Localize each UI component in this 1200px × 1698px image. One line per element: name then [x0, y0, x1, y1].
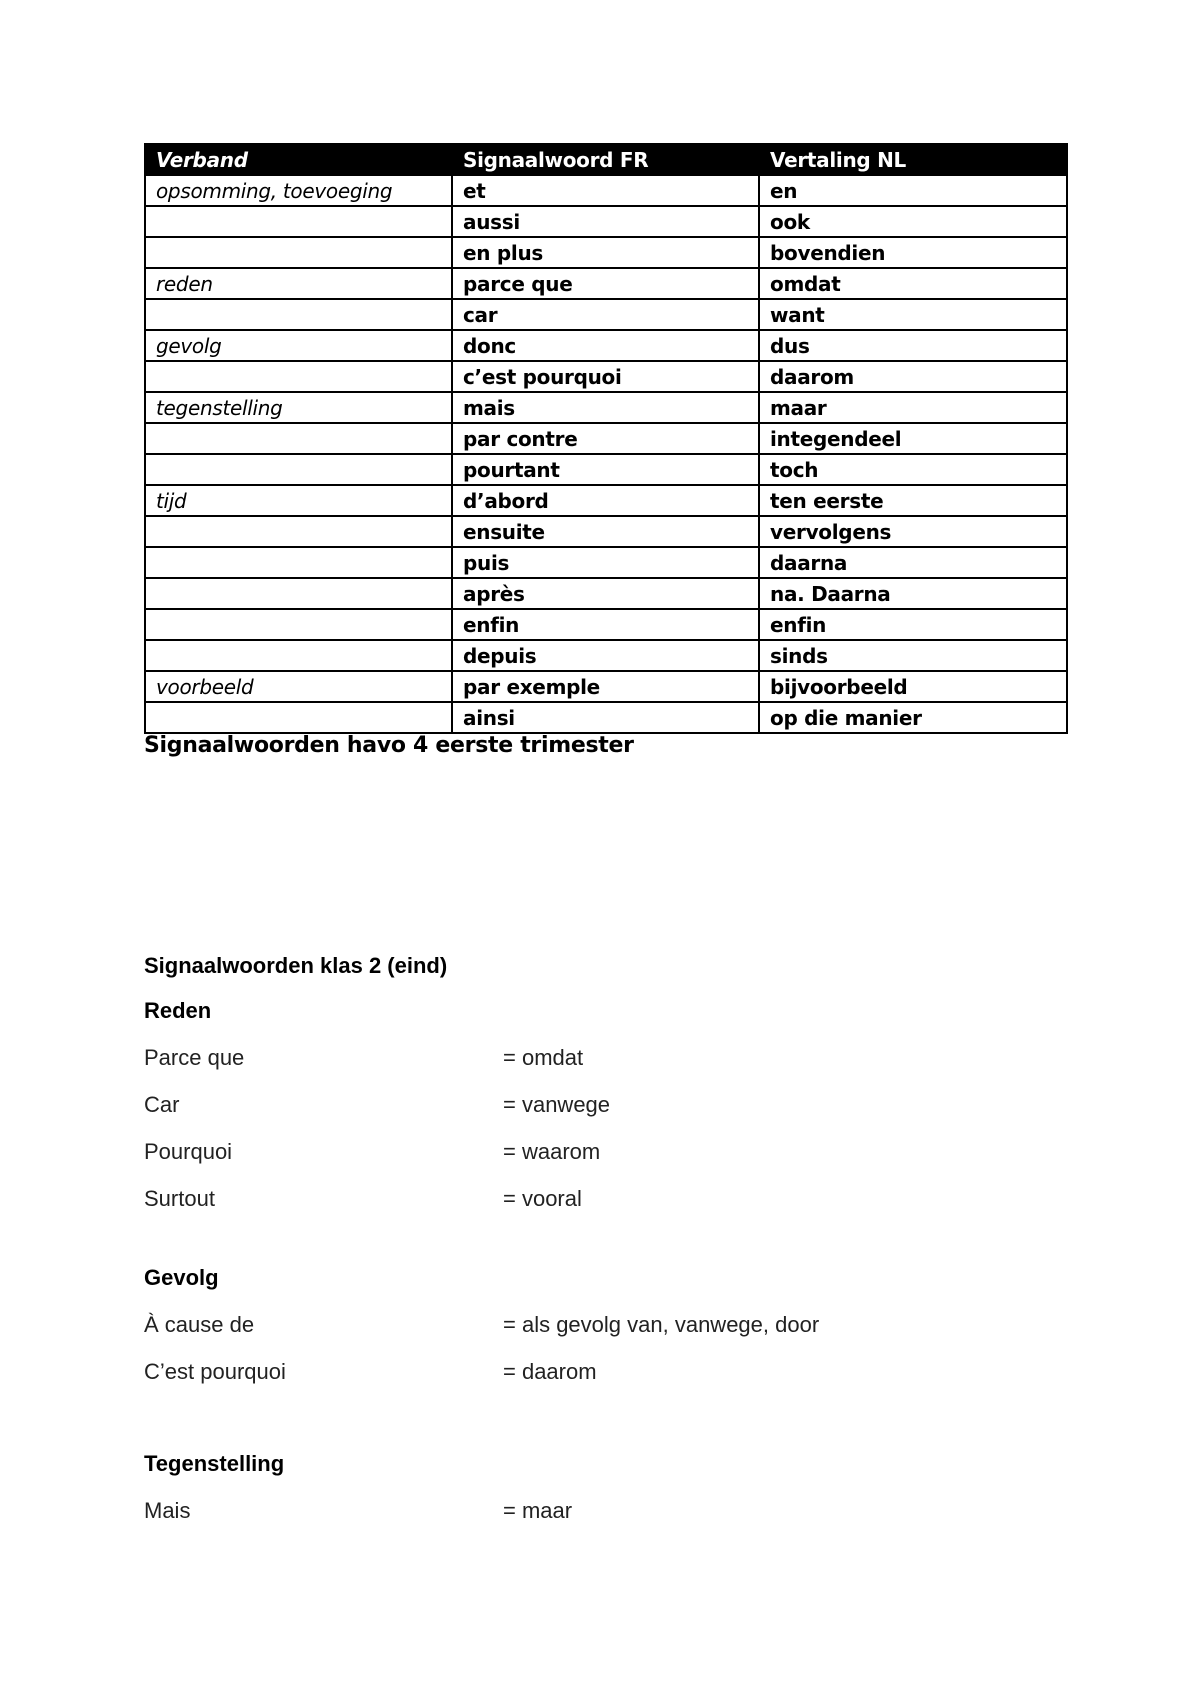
nl-cell: daarna — [759, 547, 1067, 578]
nl-cell: enfin — [759, 609, 1067, 640]
header-signaalwoord-fr: Signaalwoord FR — [452, 144, 759, 175]
nl-cell: integendeel — [759, 423, 1067, 454]
fr-term: Car — [144, 1092, 180, 1117]
fr-cell: et — [452, 175, 759, 206]
table-row — [145, 423, 1067, 454]
verband-cell — [145, 702, 452, 733]
verband-cell — [145, 547, 452, 578]
nl-cell: dus — [759, 330, 1067, 361]
header-vertaling-nl: Vertaling NL — [759, 144, 1067, 175]
fr-cell: donc — [452, 330, 759, 361]
header-verband: Verband — [145, 144, 452, 175]
fr-cell: en plus — [452, 237, 759, 268]
fr-term: Mais — [144, 1498, 191, 1523]
verband-cell — [145, 206, 452, 237]
fr-cell: d’abord — [452, 485, 759, 516]
nl-term: = als gevolg van, vanwege, door — [503, 1312, 820, 1337]
verband-cell: reden — [145, 268, 452, 299]
signal-words-table — [144, 143, 1068, 734]
fr-cell: pourtant — [452, 454, 759, 485]
nl-cell: ten eerste — [759, 485, 1067, 516]
fr-cell: mais — [452, 392, 759, 423]
table-header-row — [145, 144, 1067, 175]
nl-cell: bijvoorbeeld — [759, 671, 1067, 702]
nl-cell: vervolgens — [759, 516, 1067, 547]
verband-cell — [145, 516, 452, 547]
fr-cell: ainsi — [452, 702, 759, 733]
fr-cell: enfin — [452, 609, 759, 640]
table-row — [145, 547, 1067, 578]
fr-cell: c’est pourquoi — [452, 361, 759, 392]
verband-cell — [145, 640, 452, 671]
nl-cell: ook — [759, 206, 1067, 237]
section-heading-tegenstelling: Tegenstelling — [144, 1451, 285, 1476]
fr-cell: depuis — [452, 640, 759, 671]
table-row — [145, 671, 1067, 702]
table-row — [145, 268, 1067, 299]
verband-cell — [145, 299, 452, 330]
nl-term: = daarom — [503, 1359, 597, 1384]
verband-cell: opsomming, toevoeging — [145, 175, 452, 206]
fr-cell: par contre — [452, 423, 759, 454]
table-row — [145, 609, 1067, 640]
table-row — [145, 454, 1067, 485]
nl-cell: toch — [759, 454, 1067, 485]
fr-cell: puis — [452, 547, 759, 578]
nl-term: = vanwege — [503, 1092, 611, 1117]
table-caption: Signaalwoorden havo 4 eerste trimester — [144, 733, 634, 758]
nl-cell: sinds — [759, 640, 1067, 671]
nl-term: = maar — [503, 1498, 573, 1523]
nl-term: = waarom — [503, 1139, 601, 1164]
fr-cell: après — [452, 578, 759, 609]
table-row — [145, 516, 1067, 547]
fr-cell: par exemple — [452, 671, 759, 702]
table-row — [145, 330, 1067, 361]
nl-cell: omdat — [759, 268, 1067, 299]
verband-cell — [145, 609, 452, 640]
nl-cell: en — [759, 175, 1067, 206]
table-row — [145, 640, 1067, 671]
fr-cell: car — [452, 299, 759, 330]
nl-term: = omdat — [503, 1045, 584, 1070]
fr-cell: ensuite — [452, 516, 759, 547]
nl-cell: op die manier — [759, 702, 1067, 733]
section-heading-reden: Reden — [144, 998, 212, 1023]
table-row — [145, 299, 1067, 330]
section-heading-gevolg: Gevolg — [144, 1265, 219, 1290]
fr-term: À cause de — [144, 1312, 255, 1337]
fr-cell: parce que — [452, 268, 759, 299]
nl-cell: maar — [759, 392, 1067, 423]
verband-cell — [145, 578, 452, 609]
fr-term: Pourquoi — [144, 1139, 233, 1164]
table-row — [145, 175, 1067, 206]
nl-cell: daarom — [759, 361, 1067, 392]
table-body — [145, 175, 1067, 733]
verband-cell — [145, 361, 452, 392]
verband-cell: voorbeeld — [145, 671, 452, 702]
fr-term: Surtout — [144, 1186, 215, 1211]
klas2-title: Signaalwoorden klas 2 (eind) — [144, 953, 448, 978]
table-row — [145, 392, 1067, 423]
fr-cell: aussi — [452, 206, 759, 237]
table-row — [145, 206, 1067, 237]
nl-cell: na. Daarna — [759, 578, 1067, 609]
table-row — [145, 702, 1067, 733]
table-row — [145, 361, 1067, 392]
verband-cell — [145, 454, 452, 485]
verband-cell — [145, 423, 452, 454]
nl-cell: want — [759, 299, 1067, 330]
table-row — [145, 578, 1067, 609]
verband-cell — [145, 237, 452, 268]
fr-term: Parce que — [144, 1045, 245, 1070]
nl-term: = vooral — [503, 1186, 582, 1211]
table-row — [145, 485, 1067, 516]
verband-cell: gevolg — [145, 330, 452, 361]
table-row — [145, 237, 1067, 268]
verband-cell: tegenstelling — [145, 392, 452, 423]
fr-term: C’est pourquoi — [144, 1359, 286, 1384]
nl-cell: bovendien — [759, 237, 1067, 268]
verband-cell: tijd — [145, 485, 452, 516]
